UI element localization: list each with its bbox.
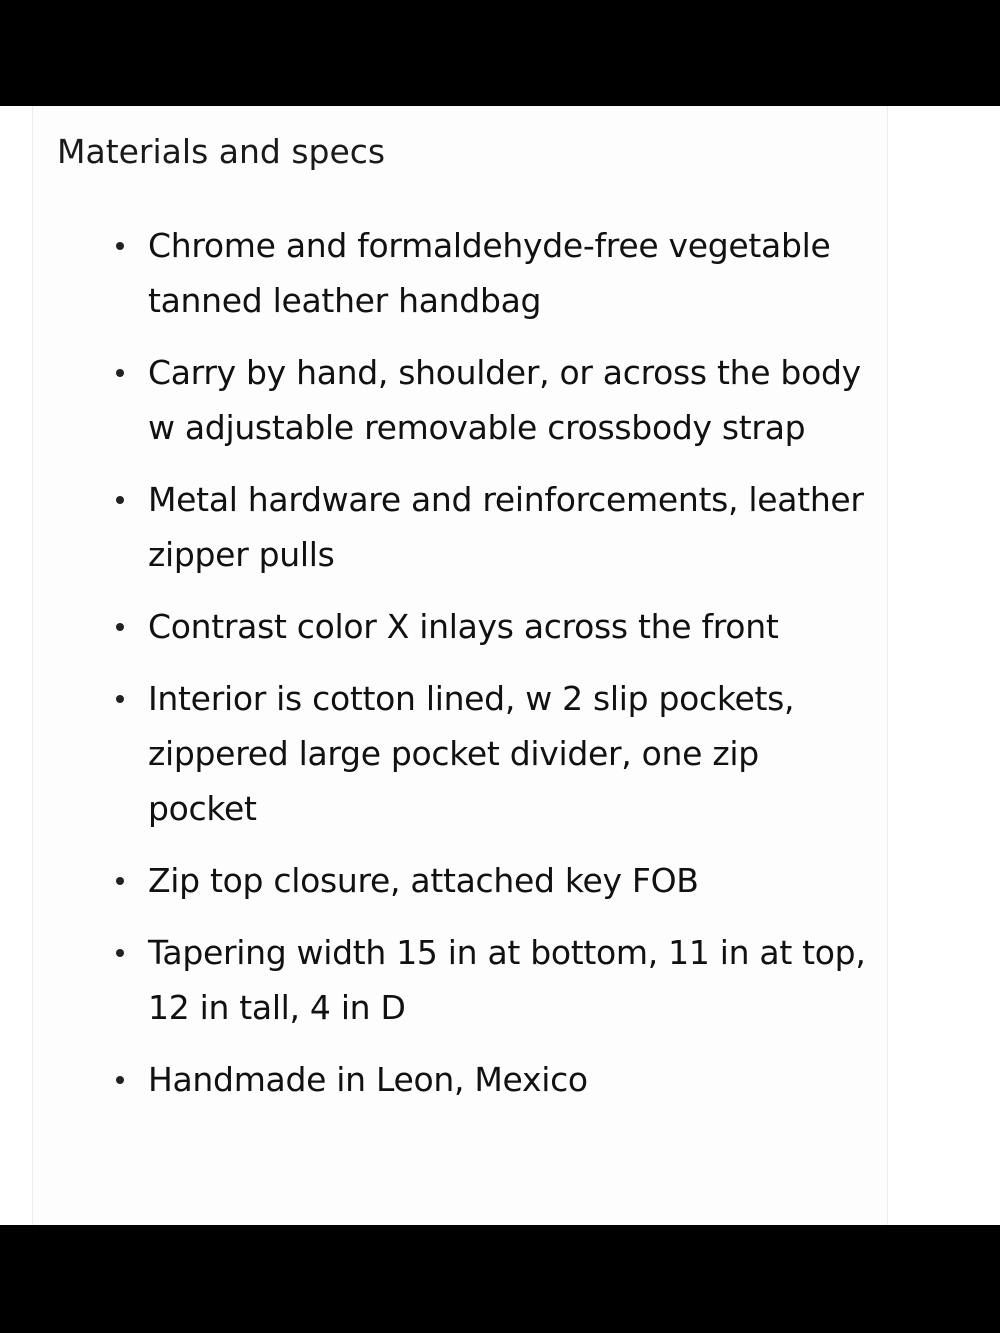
bullet-icon — [113, 853, 127, 908]
spec-text: Contrast color X inlays across the front — [148, 607, 779, 646]
spec-item — [33, 925, 889, 1035]
spec-text: Chrome and formaldehyde-free vegetable tanned leather handbag — [148, 226, 831, 320]
spec-item — [33, 345, 889, 455]
spec-item — [33, 853, 889, 908]
materials-specs-card — [32, 106, 888, 1225]
content-area — [0, 106, 1000, 1225]
spec-item — [33, 472, 889, 582]
bullet-icon — [113, 1052, 127, 1107]
spec-list — [33, 218, 889, 1124]
spec-text: Carry by hand, shoulder, or across the body w adjustable removable crossbody strap — [148, 353, 861, 447]
bullet-icon — [113, 345, 127, 400]
bullet-icon — [113, 599, 127, 654]
spec-item — [33, 1052, 889, 1107]
top-black-bar — [0, 0, 1000, 106]
bullet-icon — [113, 671, 127, 726]
bottom-black-bar — [0, 1225, 1000, 1333]
spec-text: Zip top closure, attached key FOB — [148, 861, 699, 900]
spec-text: Handmade in Leon, Mexico — [148, 1060, 588, 1099]
bullet-icon — [113, 218, 127, 273]
spec-item — [33, 218, 889, 328]
bullet-icon — [113, 925, 127, 980]
spec-text: Interior is cotton lined, w 2 slip pockets, zippered large pocket divider, one zip pocket — [148, 679, 795, 828]
spec-item — [33, 599, 889, 654]
spec-item — [33, 671, 889, 836]
section-title: Materials and specs — [57, 132, 386, 171]
spec-text: Tapering width 15 in at bottom, 11 in at top, 12 in tall, 4 in D — [148, 933, 866, 1027]
bullet-icon — [113, 472, 127, 527]
spec-text: Metal hardware and reinforcements, leather zipper pulls — [148, 480, 864, 574]
